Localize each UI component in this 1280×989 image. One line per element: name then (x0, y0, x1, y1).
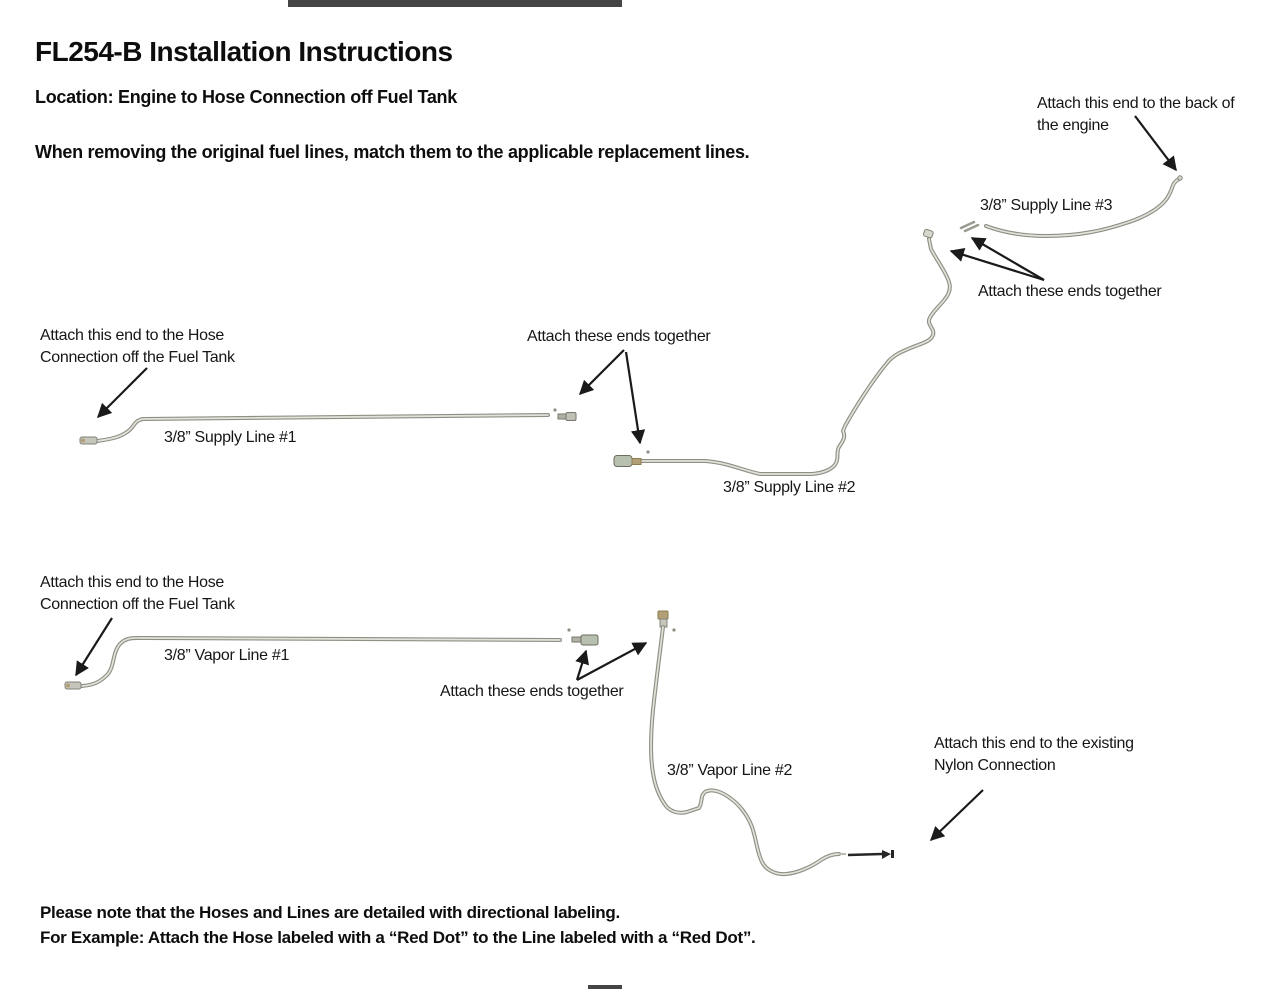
note-engine-end-line1: Attach this end to the back of (1037, 95, 1235, 112)
note-hose-connection-vapor-line1: Attach this end to the Hose (40, 574, 225, 591)
label-supply-line-3: 3/8” Supply Line #3 (980, 197, 1113, 214)
supply-line-1-engine-end-fitting (566, 413, 576, 421)
arrow-hose-connection-supply (98, 368, 147, 417)
supply-line-2-left-pin (632, 459, 641, 465)
vapor-line-1-right-fitting (581, 635, 598, 645)
arrow-ends-vapor-b (577, 643, 646, 680)
vapor-line-2-top-dot (672, 628, 675, 631)
vapor-line-1-right-pin (572, 637, 581, 642)
supply-line-3 (961, 176, 1182, 236)
note-hose-connection-supply-line1: Attach this end to the Hose (40, 327, 225, 344)
note-ends-together-top: Attach these ends together (978, 283, 1162, 300)
note-nylon-connection-line1: Attach this end to the existing (934, 735, 1134, 752)
page-title: FL254-B Installation Instructions (35, 36, 453, 67)
supply-line-2-left-dot (646, 450, 649, 453)
annotation-arrows (76, 116, 1176, 840)
vapor-line-1 (65, 628, 598, 689)
arrow-engine-end (1135, 116, 1176, 170)
note-hose-connection-vapor-line2: Connection off the Fuel Tank (40, 596, 235, 613)
label-supply-line-2: 3/8” Supply Line #2 (723, 479, 856, 496)
label-supply-line-1: 3/8” Supply Line #1 (164, 429, 297, 446)
vapor-line-1-end-dot (567, 628, 570, 631)
arrow-ends-middle-b (626, 352, 640, 443)
footer-note-line2: For Example: Attach the Hose labeled with a “Red Dot” to the Line labeled with a “Red Dot”. (40, 928, 756, 947)
vapor-line-2-nylon-end-tip (882, 850, 891, 859)
note-engine-end-line2: the engine (1037, 117, 1109, 134)
supply-line-1-end-dot (553, 408, 556, 411)
supply-line-3-engine-end-tip (1178, 176, 1182, 180)
intro-instruction: When removing the original fuel lines, match them to the applicable replacement lines. (35, 142, 750, 162)
label-vapor-line-2: 3/8” Vapor Line #2 (667, 762, 793, 779)
note-nylon-connection-line2: Nylon Connection (934, 757, 1056, 774)
arrow-ends-top-b (951, 251, 1044, 280)
vapor-line-2-nylon-end-cap (891, 850, 894, 858)
footer-note-line1: Please note that the Hoses and Lines are detailed with directional labeling. (40, 903, 620, 922)
vapor-line-1-tank-end-tip (66, 684, 70, 688)
arrow-hose-connection-vapor (76, 618, 112, 675)
arrow-ends-top-a (972, 238, 1044, 280)
vapor-line-2 (651, 611, 894, 874)
supply-line-1-engine-end-pin (558, 414, 566, 419)
location-subtitle: Location: Engine to Hose Connection off Fuel Tank (35, 87, 457, 107)
note-hose-connection-supply-line2: Connection off the Fuel Tank (40, 349, 235, 366)
arrow-ends-middle-a (580, 350, 624, 394)
supply-line-2-top-end-fitting (923, 229, 934, 238)
label-vapor-line-1: 3/8” Vapor Line #1 (164, 647, 290, 664)
supply-line-1 (80, 408, 576, 444)
note-ends-together-vapor: Attach these ends together (440, 683, 624, 700)
note-ends-together-middle: Attach these ends together (527, 328, 711, 345)
supply-line-2 (614, 229, 950, 474)
vapor-line-2-nylon-end-segment (848, 854, 882, 855)
arrow-nylon-connection (931, 790, 983, 840)
vapor-line-2-top-bolt (658, 611, 668, 619)
supply-line-2-left-fitting (614, 456, 632, 467)
supply-line-1-tank-end-tip (81, 439, 85, 443)
